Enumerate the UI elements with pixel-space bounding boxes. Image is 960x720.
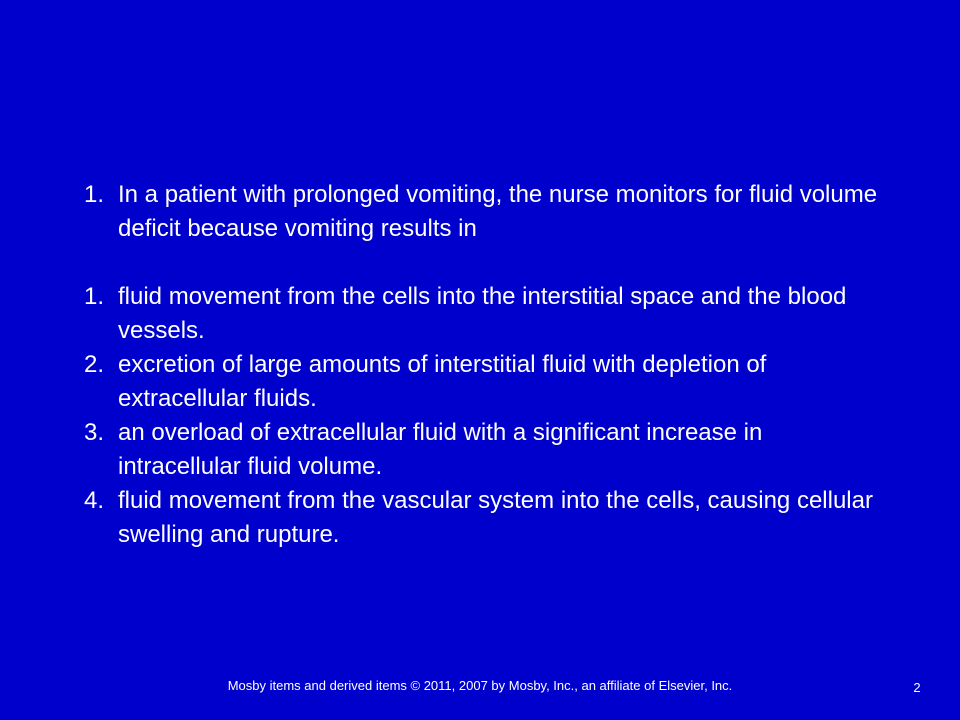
answer-option-2 (84, 348, 884, 416)
option-text: an overload of extracellular fluid with a significant increase in intracellular fluid volume. (118, 419, 763, 480)
option-number: 2. (84, 351, 105, 378)
copyright-footer: Mosby items and derived items © 2011, 2007 by Mosby, Inc., an affiliate of Elsevier, Inc. (227, 678, 733, 693)
option-text: excretion of large amounts of interstitial fluid with depletion of extracellular fluids. (118, 351, 767, 412)
option-number: 1. (84, 283, 105, 310)
page-number: 2 (913, 680, 921, 695)
option-text: fluid movement from the cells into the interstitial space and the blood vessels. (118, 283, 847, 344)
question-number: 1. (84, 181, 105, 208)
slide-content (84, 178, 884, 552)
question (84, 178, 884, 246)
answer-option-1 (84, 280, 884, 348)
answer-option-3 (84, 416, 884, 484)
question-text: In a patient with prolonged vomiting, the nurse monitors for fluid volume deficit because vomiting results in (118, 181, 878, 242)
answer-option-4 (84, 484, 884, 552)
option-number: 3. (84, 419, 105, 446)
option-number: 4. (84, 487, 105, 514)
option-text: fluid movement from the vascular system into the cells, causing cellular swelling and rupture. (118, 487, 873, 548)
